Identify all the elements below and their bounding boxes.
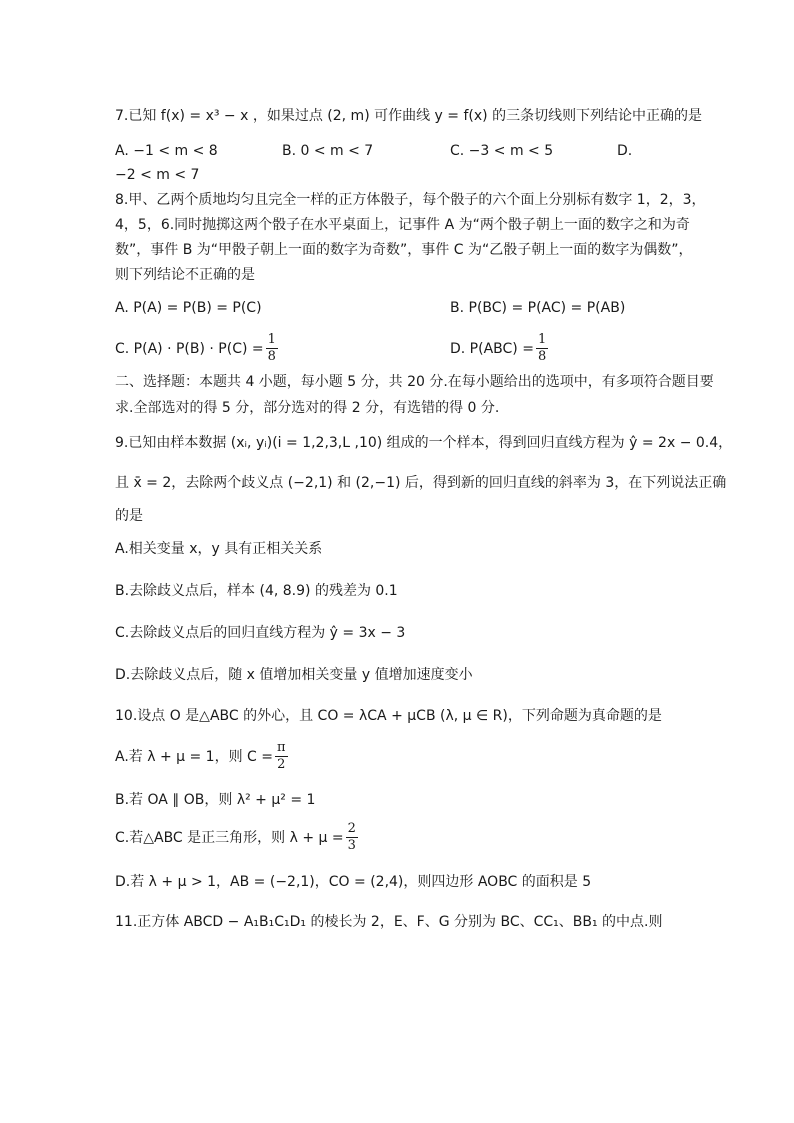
fraction-denominator: 8 bbox=[267, 349, 276, 364]
q9-option-d: D.去除歧义点后，随 x 值增加相关变量 y 值增加速度变小 bbox=[115, 667, 473, 683]
q8-option-d-fraction bbox=[536, 332, 548, 365]
section-2-instructions-line-2: 求.全部选对的得 5 分，部分选对的得 2 分，有选错的得 0 分. bbox=[115, 400, 500, 416]
q10-option-c-prefix: C.若△ABC 是正三角形，则 λ + μ = bbox=[115, 829, 344, 846]
q9-stem-line-2: 且 x̄ = 2，去除两个歧义点 (−2,1) 和 (2,−1) 后，得到新的回归直线的斜率为 3，在下列说法正确 bbox=[115, 475, 727, 491]
q8-stem-line-4: 则下列结论不正确的是 bbox=[115, 267, 255, 283]
q8-option-c-prefix: C. P(A) · P(B) · P(C) = bbox=[115, 340, 264, 357]
q8-option-b: B. P(BC) = P(AC) = P(AB) bbox=[450, 300, 626, 316]
q9-option-a: A.相关变量 x，y 具有正相关关系 bbox=[115, 541, 323, 557]
q8-option-c bbox=[115, 332, 278, 365]
q10-option-c-fraction bbox=[346, 821, 358, 854]
q8-stem-line-1: 8.甲、乙两个质地均匀且完全一样的正方体骰子，每个骰子的六个面上分别标有数字 1，2，3， bbox=[115, 192, 706, 208]
q10-option-d: D.若 λ + μ > 1，AB = (−2,1)，CO = (2,4)，则四边形 AOBC 的面积是 5 bbox=[115, 874, 592, 890]
fraction-numerator: π bbox=[277, 740, 286, 755]
fraction-denominator: 8 bbox=[537, 349, 547, 364]
q8-stem-line-3: 数”，事件 B 为“甲骰子朝上一面的数字为奇数”，事件 C 为“乙骰子朝上一面的数字为偶数”， bbox=[115, 242, 693, 258]
q8-option-c-fraction bbox=[266, 332, 278, 365]
q10-option-b: B.若 OA ∥ OB，则 λ² + μ² = 1 bbox=[115, 792, 316, 808]
q7-option-c: C. −3 < m < 5 bbox=[450, 143, 554, 159]
q10-option-a-fraction bbox=[275, 740, 288, 773]
q11-stem: 11.正方体 ABCD − A₁B₁C₁D₁ 的棱长为 2，E、F、G 分别为 BC、CC₁、BB₁ 的中点.则 bbox=[115, 914, 663, 930]
q9-option-b: B.去除歧义点后，样本 (4, 8.9) 的残差为 0.1 bbox=[115, 583, 398, 599]
q7-option-d-value: −2 < m < 7 bbox=[115, 167, 200, 183]
q8-option-a: A. P(A) = P(B) = P(C) bbox=[115, 300, 262, 316]
q10-option-c bbox=[115, 821, 358, 854]
q7-option-d-label: D. bbox=[617, 143, 633, 159]
fraction-denominator: 3 bbox=[347, 838, 356, 853]
q8-option-d bbox=[450, 332, 548, 365]
q9-option-c: C.去除歧义点后的回归直线方程为 ŷ = 3x − 3 bbox=[115, 625, 406, 641]
q10-stem: 10.设点 O 是△ABC 的外心，且 CO = λCA + μCB (λ, μ ∈ R)，下列命题为真命题的是 bbox=[115, 708, 662, 724]
q7-option-a: A. −1 < m < 8 bbox=[115, 143, 218, 159]
fraction-numerator: 1 bbox=[267, 332, 276, 347]
section-2-instructions-line-1: 二、选择题：本题共 4 小题，每小题 5 分，共 20 分.在每小题给出的选项中，有多项符合题目要 bbox=[115, 374, 714, 390]
q10-option-a-prefix: A.若 λ + μ = 1，则 C = bbox=[115, 748, 273, 765]
q10-option-a bbox=[115, 740, 288, 773]
fraction-denominator: 2 bbox=[277, 757, 286, 772]
q7-option-b: B. 0 < m < 7 bbox=[282, 143, 374, 159]
q9-stem-line-3: 的是 bbox=[115, 508, 143, 524]
fraction-numerator: 1 bbox=[537, 332, 547, 347]
q8-option-d-prefix: D. P(ABC) = bbox=[450, 340, 534, 357]
q7-stem: 7.已知 f(x) = x³ − x ，如果过点 (2, m) 可作曲线 y = f(x) 的三条切线则下列结论中正确的是 bbox=[115, 108, 703, 124]
q9-stem-line-1: 9.已知由样本数据 (xᵢ, yᵢ)(i = 1,2,3,L ,10) 组成的一个样本，得到回归直线方程为 ŷ = 2x − 0.4， bbox=[115, 435, 733, 451]
q8-stem-line-2: 4，5，6.同时抛掷这两个骰子在水平桌面上，记事件 A 为“两个骰子朝上一面的数字之和为奇 bbox=[115, 217, 690, 233]
fraction-numerator: 2 bbox=[347, 821, 356, 836]
